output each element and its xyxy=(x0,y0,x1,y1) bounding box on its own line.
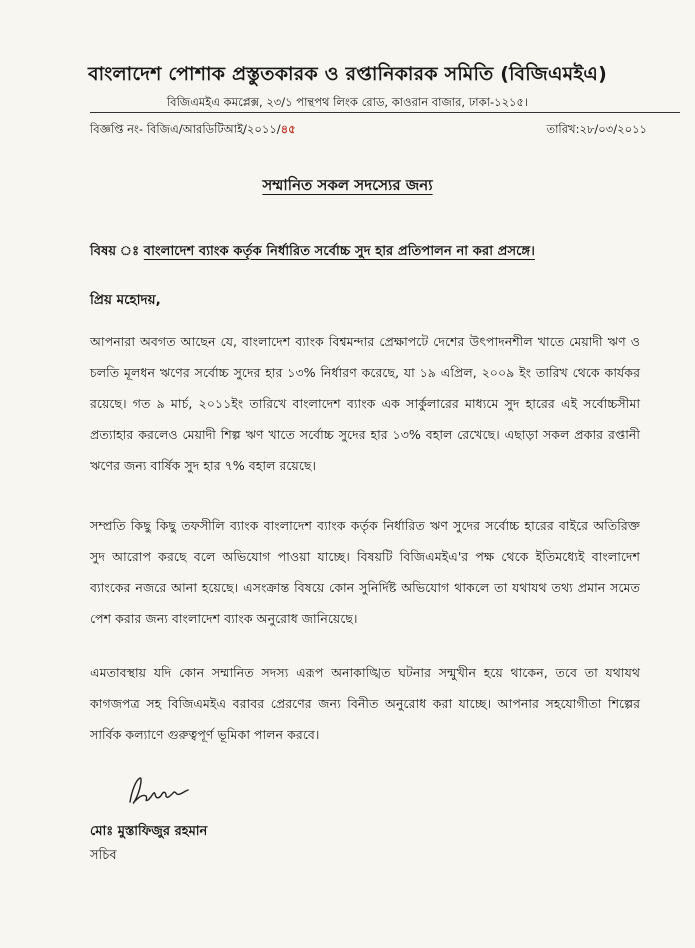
addressee-text: সম্মানিত সকল সদস্যের জন্য xyxy=(262,176,433,194)
body-paragraph-2: সম্প্রতি কিছু কিছু তফসীলি ব্যাংক বাংলাদেশ ব্যাংক কর্তৃক নির্ধারিত ঋণ সুদের সর্বোচ্চ হারের বাইরে অতিরিক্ত সুদ আরোপ করছে বলে অভিযোগ পাওয়া যাচ্ছে। বিষয়টি বিজিএমইএ'র পক্ষ থেকে ইতিমধ্যেই বাংলাদেশ ব্যাংকের নজরে আনা হয়েছে। এসংক্রান্ত বিষয়ে কোন সুনির্দিষ্ট অভিযোগ থাকলে তা যথাযথ তথ্য প্রমান সমেত পেশ করার জন্য বাংলাদেশ ব্যাংক অনুরোধ জানিয়েছে। xyxy=(90,518,640,626)
header-divider xyxy=(90,112,680,113)
letter-date: তারিখ:২৮/০৩/২০১১ xyxy=(546,122,647,136)
salutation: প্রিয় মহোদয়, xyxy=(90,292,161,308)
reference-number xyxy=(90,121,296,140)
body-paragraph-3: এমতাবস্থায় যদি কোন সম্মানিত সদস্য এরূপ অনাকাঙ্খিত ঘটনার সন্মুখীন হয়ে থাকেন, তবে তা যথাযথ কাগজপত্র সহ বিজিএমইএ বরাবর প্রেরণের জন্য বিনীত অনুরোধ করা যাচ্ছে। আপনার সহযোগীতা শিল্পের সার্বিক কল্যাণে গুরুত্বপূর্ণ ভূমিকা পালন করবে। xyxy=(90,665,640,742)
body-paragraph-1: আপনারা অবগত আছেন যে, বাংলাদেশ ব্যাংক বিশ্বমন্দার প্রেক্ষাপটে দেশের উৎপাদনশীল খাতে মেয়াদী ঋণ ও চলতি মূলধন ঋণের সর্বোচ্চ সুদের হার ১৩% নির্ধারণ করেছে, যা ১৯ এপ্রিল, ২০০৯ ইং তারিখ থেকে কার্যকর রয়েছে। গত ৯ মার্চ, ২০১১ইং তারিখে বাংলাদেশ ব্যাংক এক সার্কুলারের মাধ্যমে সুদ হারের এই সর্বোচ্চসীমা প্রত্যাহার করলেও মেয়াদী শিল্প ঋণ খাতে সর্বোচ্চ সুদের হার ১৩% বহাল রেখেছে। এছাড়া সকল প্রকার রপ্তানী ঋণের জন্য বার্ষিক সুদ হার ৭% বহাল রয়েছে। xyxy=(90,334,640,473)
handwritten-signature xyxy=(122,772,192,812)
subject-label: বিষয় ঃ xyxy=(90,244,140,259)
org-name: বাংলাদেশ পোশাক প্রস্তুতকারক ও রপ্তানিকারক সমিতি (বিজিএমইএ) xyxy=(88,63,607,85)
org-address: বিজিএমইএ কমপ্লেক্স, ২৩/১ পান্থপথ লিংক রোড, কাওরান বাজার, ঢাকা-১২১৫। xyxy=(166,95,529,109)
reference-label: বিজ্ঞপ্তি নং- বিজিএ/আরডিটিআই/২০১১/ xyxy=(90,122,281,136)
subject-line xyxy=(90,241,535,263)
addressee-heading xyxy=(0,174,695,199)
signer-title: সচিব xyxy=(90,848,117,863)
signer-name: মোঃ মুস্তাফিজুর রহমান xyxy=(90,824,208,839)
reference-handwritten-number: ৪৫ xyxy=(280,122,296,136)
subject-text: বাংলাদেশ ব্যাংক কর্তৃক নির্ধারিত সর্বোচ্চ সুদ হার প্রতিপালন না করা প্রসঙ্গে। xyxy=(143,244,535,259)
